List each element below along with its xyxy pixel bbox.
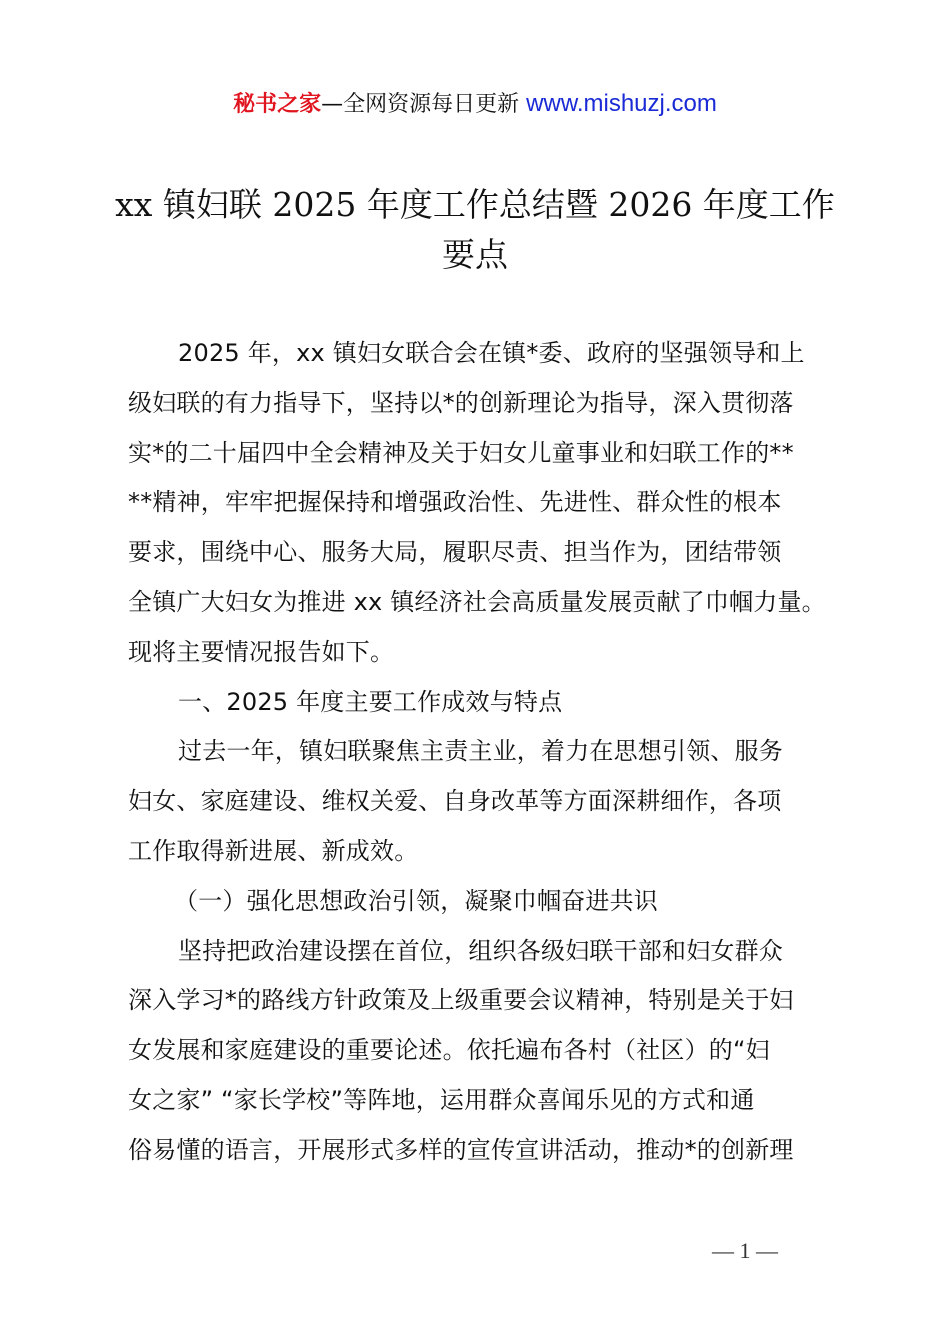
body-line: 女之家” “家长学校”等阵地，运用群众喜闻乐见的方式和通: [128, 1085, 755, 1114]
subsection-heading: （一）强化思想政治引领，凝聚巾帼奋进共识: [174, 886, 658, 915]
body-line: 实*的二十届四中全会精神及关于妇女儿童事业和妇联工作的**: [128, 438, 794, 467]
header-tagline: —全网资源每日更新: [321, 92, 527, 117]
page-number: — 1 —: [712, 1238, 778, 1263]
body-line: 工作取得新进展、新成效。: [128, 836, 419, 865]
site-url-link[interactable]: www.mishuzj.com: [526, 90, 717, 117]
title-line-1: xx 镇妇联 2025 年度工作总结暨 2026 年度工作: [115, 185, 835, 224]
body-line: 俗易懂的语言，开展形式多样的宣传宣讲活动，推动*的创新理: [128, 1135, 794, 1164]
body-line: 妇女、家庭建设、维权关爱、自身改革等方面深耕细作，各项: [128, 787, 782, 816]
document-title: [100, 180, 850, 280]
body-line: 级妇联的有力指导下，坚持以*的创新理论为指导，深入贯彻落: [128, 388, 794, 417]
body-line: 现将主要情况报告如下。: [128, 637, 395, 666]
site-header: [0, 86, 950, 123]
body-line: 深入学习*的路线方针政策及上级重要会议精神，特别是关于妇: [128, 986, 794, 1015]
section-heading: 一、2025 年度主要工作成效与特点: [178, 687, 563, 716]
body-line: 坚持把政治建设摆在首位，组织各级妇联干部和妇女群众: [178, 936, 783, 965]
body-line: 2025 年，xx 镇妇女联合会在镇*委、政府的坚强领导和上: [178, 339, 805, 367]
body-line: 全镇广大妇女为推进 xx 镇经济社会高质量发展贡献了巾帼力量。: [128, 587, 826, 616]
body-line: **精神，牢牢把握保持和增强政治性、先进性、群众性的根本: [128, 488, 782, 517]
brand-name: 秘书之家: [233, 92, 322, 117]
body-line: 女发展和家庭建设的重要论述。依托遍布各村（社区）的“妇: [128, 1036, 770, 1065]
body-line: 要求，围绕中心、服务大局，履职尽责、担当作为，团结带领: [128, 538, 782, 567]
document-body: [128, 329, 848, 1176]
body-line: 过去一年，镇妇联聚焦主责主业，着力在思想引领、服务: [178, 737, 783, 766]
title-line-2: 要点: [442, 235, 508, 274]
